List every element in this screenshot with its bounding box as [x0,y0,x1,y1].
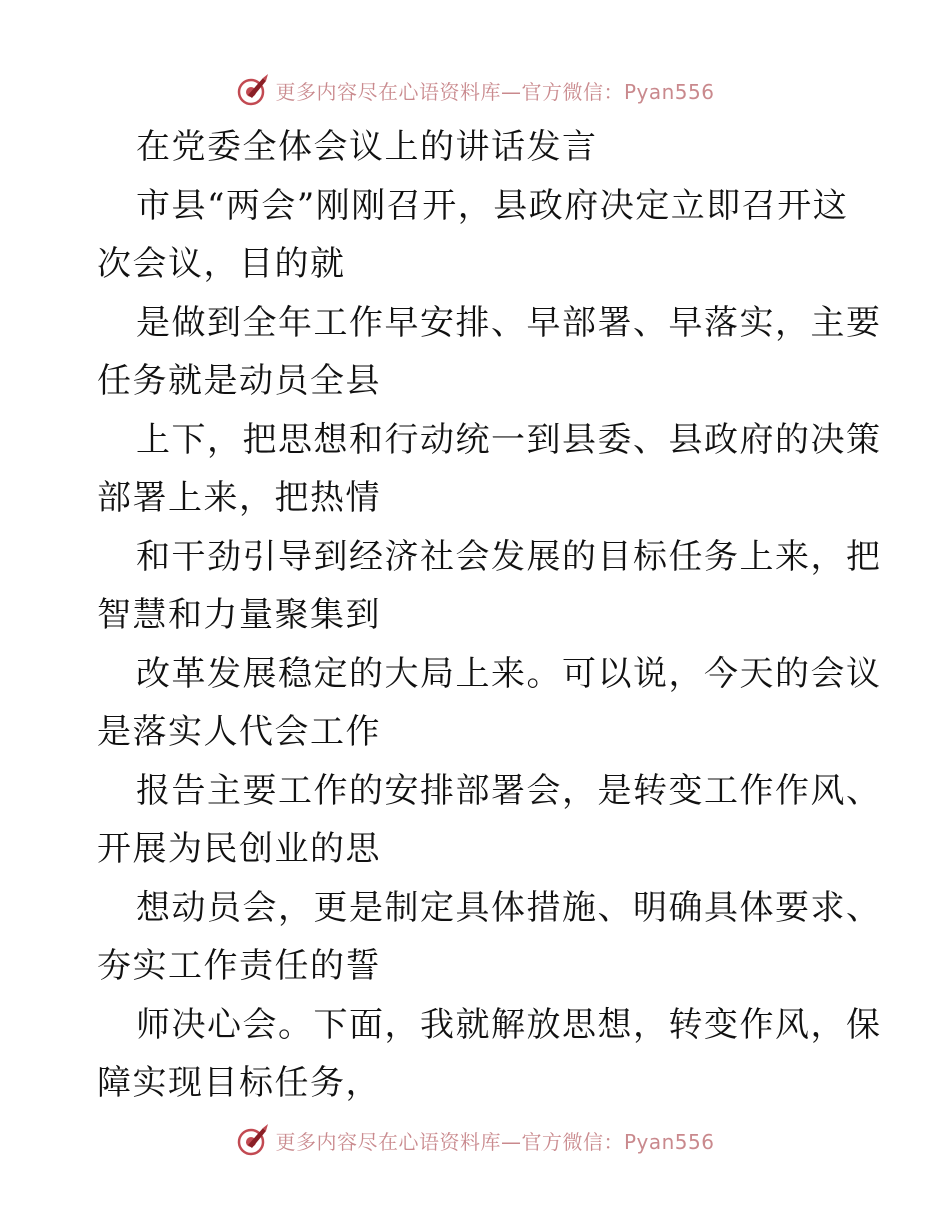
quill-pen-logo-icon [235,72,271,108]
paragraph-line: 师决心会。下面，我就解放思想，转变作风，保 [136,1004,882,1045]
paragraph-line: 上下，把思想和行动统一到县委、县政府的决策 [136,419,882,460]
footer-banner [0,1120,950,1160]
paragraph-line: 是做到全年工作早安排、早部署、早落实，主要 [136,302,882,343]
footer-banner-text: 更多内容尽在心语资料库—官方微信：Pyan556 [275,1129,715,1154]
paragraph-line: 改革发展稳定的大局上来。可以说，今天的会议 [136,653,882,694]
quill-pen-logo-icon [235,1122,271,1158]
document-body [97,118,882,1113]
paragraph-line: 智慧和力量聚集到 [97,595,381,635]
paragraph-line: 夯实工作责任的誓 [97,946,381,986]
paragraph-line: 和干劲引导到经济社会发展的目标任务上来，把 [136,536,882,577]
paragraph-line: 障实现目标任务， [97,1063,381,1103]
document-title: 在党委全体会议上的讲话发言 [136,127,598,167]
paragraph-line: 开展为民创业的思 [97,829,381,869]
header-banner-text: 更多内容尽在心语资料库—官方微信：Pyan556 [275,79,715,104]
paragraph-line: 是落实人代会工作 [97,712,381,752]
paragraph-line: 市县“两会”刚刚召开，县政府决定立即召开这 [136,185,849,226]
paragraph-line: 次会议，目的就 [97,244,346,284]
paragraph-line: 部署上来，把热情 [97,478,381,518]
paragraph-line: 报告主要工作的安排部署会，是转变工作作风、 [136,770,882,811]
paragraph-line: 任务就是动员全县 [97,361,381,401]
header-banner [0,70,950,110]
paragraph-line: 想动员会，更是制定具体措施、明确具体要求、 [136,887,882,928]
